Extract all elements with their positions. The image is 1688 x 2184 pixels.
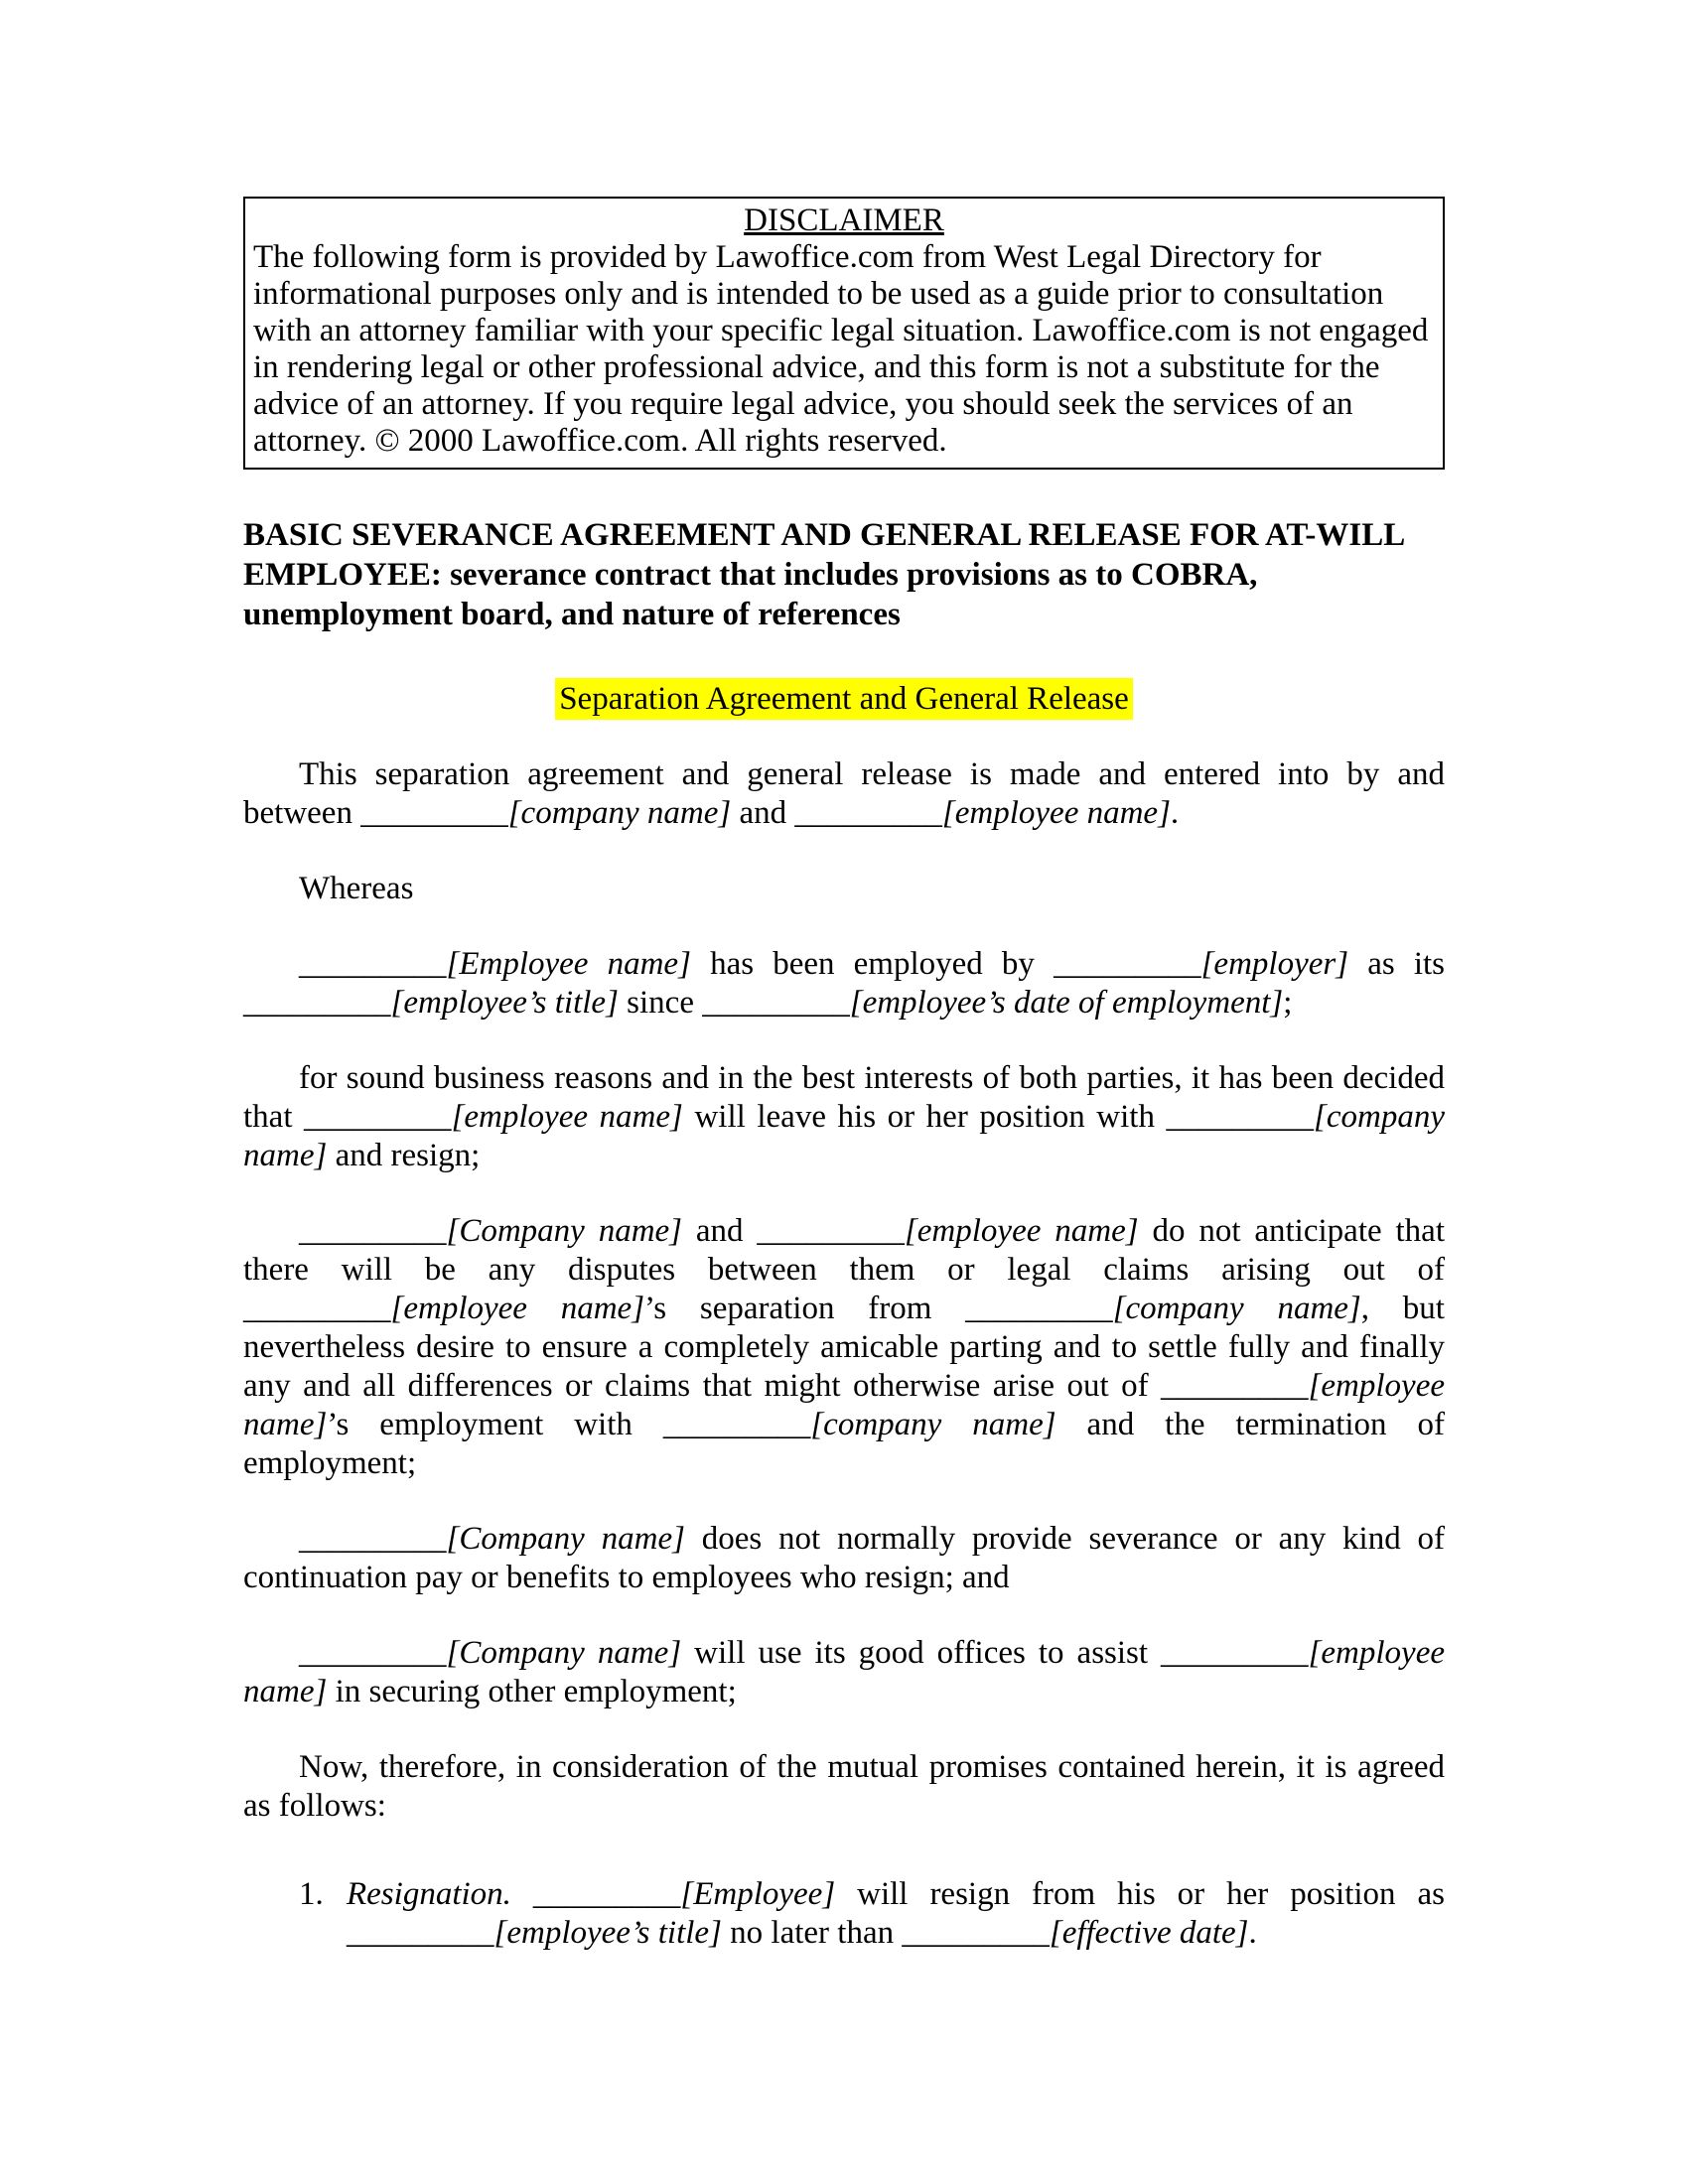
para-resignation-decision: for sound business reasons and in the best interests of both parties, it has been decided that _________[employee name] will leave his or her position with _________[company name] and resign; [243, 1060, 1445, 1173]
list-item-number: 1. [299, 1876, 324, 1912]
para-parties: This separation agreement and general release is made and entered into by and between _________[company name] and _________[employee name]. [243, 756, 1445, 831]
list-item-resignation [243, 1875, 1445, 1953]
disclaimer-box [243, 197, 1445, 470]
document-page [243, 0, 1445, 1953]
para-now-therefore: Now, therefore, in consideration of the mutual promises contained herein, it is agreed as follows: [243, 1749, 1445, 1824]
para-no-severance-policy: _________[Company name] does not normally provide severance or any kind of continuation pay or benefits to employees who resign; and [243, 1521, 1446, 1595]
subtitle-row [243, 680, 1445, 719]
para-good-offices: _________[Company name] will use its good offices to assist _________[employee name] in securing other employment; [243, 1635, 1445, 1709]
document-heading: BASIC SEVERANCE AGREEMENT AND GENERAL RELEASE FOR AT-WILL EMPLOYEE: severance contract that includes provisions as to COBRA, unemployment board, and nature of references [243, 517, 1404, 632]
disclaimer-text: The following form is provided by Lawoffice.com from West Legal Directory for informational purposes only and is intended to be used as a guide prior to consultation with an attorney familiar with your specific legal situation. Lawoffice.com is not engaged in rendering legal or other professional advice, and this form is not a substitute for the advice of an attorney. If you require legal advice, you should seek the services of an attorney. © 2000 Lawoffice.com. All rights reserved. [253, 239, 1429, 459]
para-no-disputes: _________[Company name] and _________[employee name] do not anticipate that there will be any disputes between them or legal claims arising out of _________[employee name]’s separation from _________[company name], but nevertheless desire to ensure a completely amicable parting and to settle fully and finally any and all differences or claims that might otherwise arise out of _________[employee name]’s employment with _________[company name] and the termination of employment; [243, 1213, 1445, 1481]
numbered-list [243, 1875, 1445, 1953]
disclaimer-title-row [253, 203, 1435, 239]
subtitle-highlight: Separation Agreement and General Release [555, 678, 1133, 720]
list-item-text: Resignation. _________[Employee] will resign from his or her position as _________[employee’s title] no later than _________[effective date]. [347, 1876, 1445, 1951]
disclaimer-title: DISCLAIMER [744, 203, 944, 238]
para-employment-history: _________[Employee name] has been employed by _________[employer] as its _________[employee’s title] since _________[employee’s date of employment]; [243, 946, 1446, 1021]
para-whereas: Whereas [299, 871, 414, 906]
